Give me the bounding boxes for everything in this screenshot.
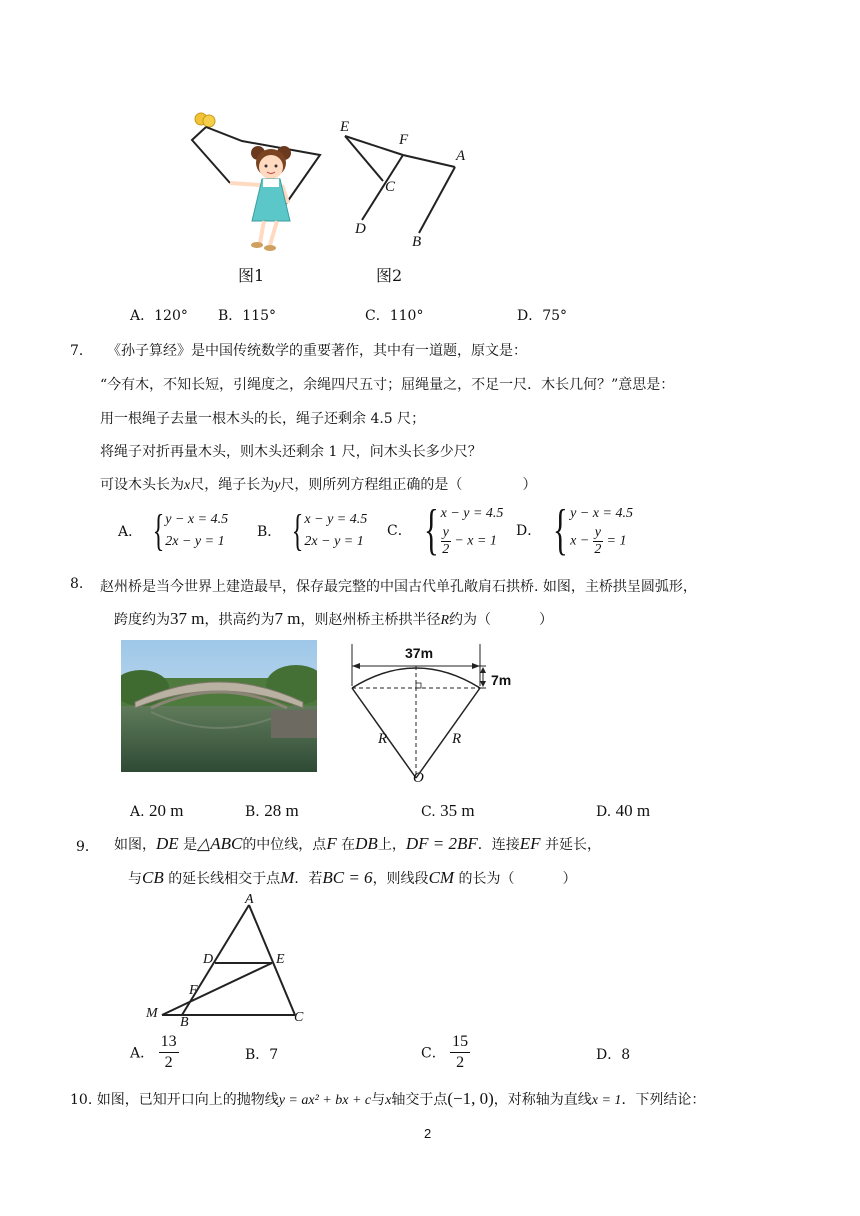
q7-option-b[interactable]: B． { x − y = 4.5 2x − y = 1 bbox=[257, 506, 368, 555]
q8-line2: 跨度约为37 m，拱高约为7 m，则赵州桥主桥拱半径R约为（ ） bbox=[114, 609, 554, 628]
page-number: 2 bbox=[424, 1126, 432, 1141]
q7-option-a[interactable]: A． { y − x = 4.5 2x − y = 1 bbox=[118, 506, 229, 555]
q9-option-d[interactable]: D．8 bbox=[596, 1047, 631, 1063]
q7-line4: 将绳子对折再量木头，则木头还剩余 1 尺，问木头长多少尺？ bbox=[100, 444, 482, 460]
q10-line: 10. 如图，已知开口向上的抛物线y = ax² + bx + c与x轴交于点(−1, 0)，对称轴为直线x = 1．下列结论： bbox=[70, 1089, 706, 1108]
q8-option-b[interactable]: B. 28 m bbox=[245, 801, 299, 820]
q8-number: 8. bbox=[70, 576, 84, 592]
q9-option-a[interactable]: A． $\frac{13}{2}$ bbox=[130, 1033, 177, 1071]
q6-point-A: A bbox=[456, 148, 466, 164]
q8-arch-diagram bbox=[340, 640, 530, 790]
rope bbox=[192, 127, 230, 183]
q9-triangle-diagram bbox=[140, 895, 320, 1030]
q8-option-a[interactable]: A. 20 m bbox=[130, 801, 184, 820]
q8-span-label: 37m bbox=[405, 645, 434, 661]
q9-point-B: B bbox=[180, 1015, 189, 1030]
q7-line1: 《孙子算经》是中国传统数学的重要著作，其中有一道题，原文是： bbox=[107, 343, 527, 359]
ball-icon bbox=[203, 115, 215, 127]
q7-option-c[interactable]: C． { x − y = 4.5 $\frac{y}{2}$ − x = 1 bbox=[387, 499, 504, 561]
q9-point-A: A bbox=[245, 892, 254, 907]
q7-option-d[interactable]: D． { y − x = 4.5 x − $\frac{y}{2}$ = 1 bbox=[516, 499, 633, 561]
q6-figure-girl bbox=[180, 105, 330, 255]
q8-radius-right-label: R bbox=[452, 731, 462, 747]
q9-line2: 与CB 的延长线相交于点M．若BC = 6，则线段CM 的长为（ ） bbox=[128, 868, 577, 887]
q7-line2: “今有木，不知长短，引绳度之，余绳四尺五寸；屈绳量之，不足一尺．木长几何？”意思是： bbox=[100, 377, 675, 393]
q9-option-b[interactable]: B．7 bbox=[245, 1047, 279, 1063]
q9-point-C: C bbox=[294, 1010, 304, 1025]
q9-point-M: M bbox=[146, 1006, 158, 1021]
q6-option-d[interactable]: D．75° bbox=[517, 308, 568, 324]
q9-point-E: E bbox=[276, 952, 285, 967]
q8-radius-left-label: R bbox=[378, 731, 388, 747]
q6-option-a[interactable]: A．120° bbox=[130, 308, 188, 324]
q9-number: 9． bbox=[76, 839, 99, 855]
q9-point-D: D bbox=[203, 952, 214, 967]
q6-fig2-label: 图2 bbox=[376, 266, 403, 285]
q8-option-c[interactable]: C. 35 m bbox=[421, 801, 475, 820]
q6-point-F: F bbox=[399, 132, 409, 148]
q8-option-d[interactable]: D. 40 m bbox=[596, 801, 651, 820]
q8-height-label: 7m bbox=[491, 672, 512, 688]
q6-option-c[interactable]: C．110° bbox=[365, 308, 424, 324]
q6-point-B: B bbox=[412, 234, 422, 250]
q6-option-b[interactable]: B．115° bbox=[218, 308, 277, 324]
q6-point-E: E bbox=[340, 119, 350, 135]
q6-point-C: C bbox=[385, 179, 396, 195]
q8-line1: 赵州桥是当今世界上建造最早，保存最完整的中国古代单孔敞肩石拱桥. 如图，主桥拱呈圆弧形， bbox=[100, 579, 697, 595]
q6-fig1-label: 图1 bbox=[238, 266, 265, 285]
zhaozhou-bridge-photo bbox=[121, 640, 317, 772]
q7-line5: 可设木头长为x尺，绳子长为y尺，则所列方程组正确的是（ ） bbox=[100, 477, 537, 493]
q9-option-c[interactable]: C． $\frac{15}{2}$ bbox=[421, 1033, 469, 1071]
q9-point-F: F bbox=[189, 983, 198, 998]
q6-point-D: D bbox=[355, 221, 366, 237]
q8-center-O-label: O bbox=[413, 770, 424, 786]
q7-number: 7． bbox=[70, 343, 93, 359]
q7-line3: 用一根绳子去量一根木头的长，绳子还剩余 4.5 尺； bbox=[100, 411, 426, 427]
q9-line1: 如图，DE 是△ABC的中位线，点F 在DB上，DF = 2BF．连接EF 并延长， bbox=[114, 834, 601, 853]
